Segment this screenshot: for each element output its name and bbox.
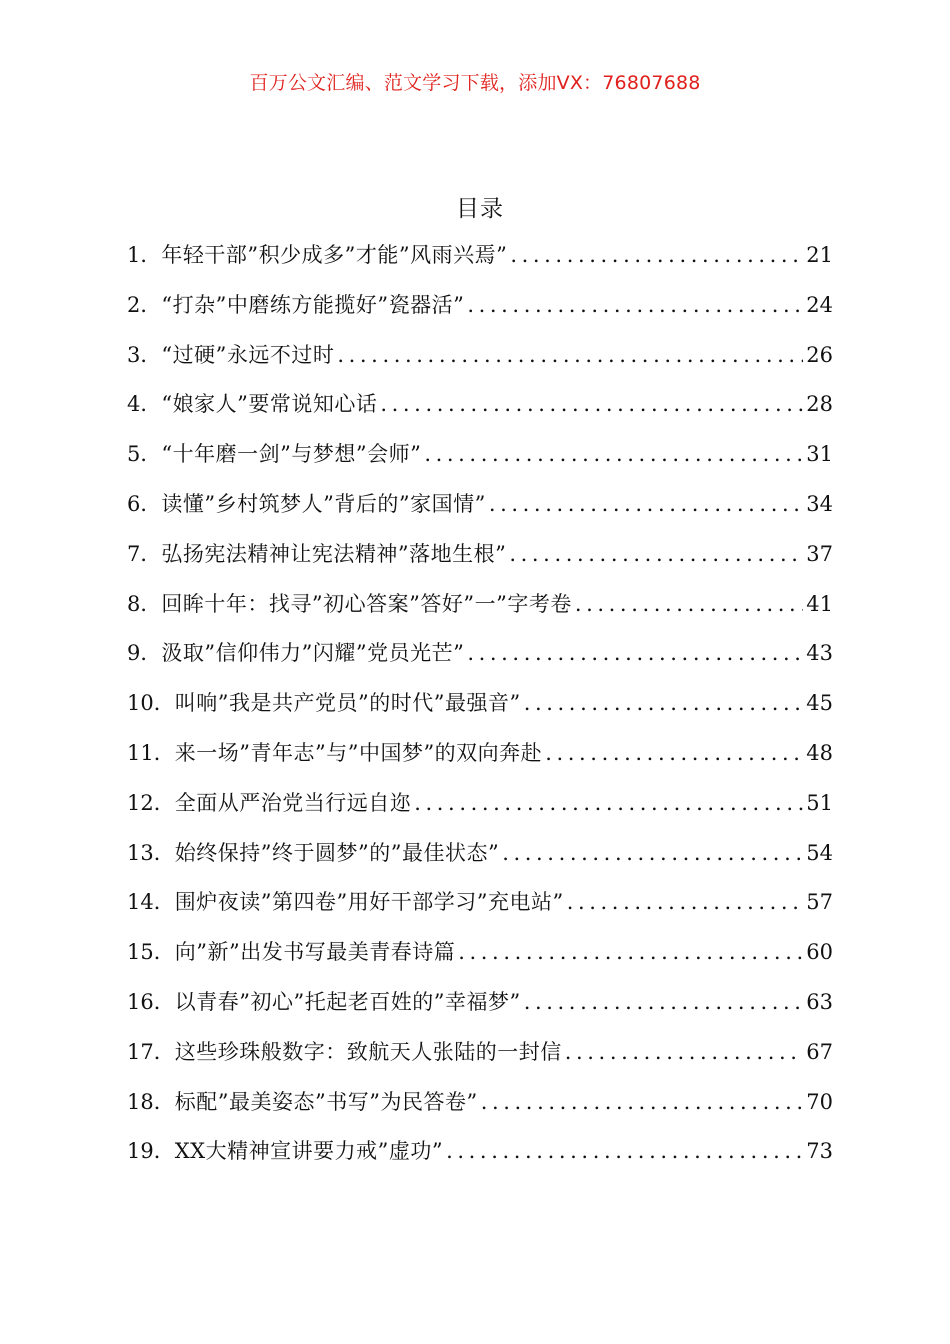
toc-entry-title: 全面从严治党当行远自迩	[174, 790, 412, 815]
toc-entry-title: 围炉夜读”第四卷”用好干部学习”充电站”	[174, 890, 564, 915]
toc-dot-leader	[414, 779, 803, 829]
toc-entry[interactable]	[127, 430, 833, 480]
toc-entry[interactable]	[127, 729, 833, 779]
toc-entry[interactable]	[127, 878, 833, 928]
toc-entry-number: 16．	[127, 989, 175, 1014]
toc-dot-leader	[565, 1028, 804, 1078]
toc-entry-page-number: 21	[806, 243, 833, 267]
toc-entry[interactable]	[127, 928, 833, 978]
toc-dot-leader	[524, 978, 804, 1028]
toc-entry[interactable]	[127, 281, 833, 331]
toc-entry-number: 11．	[127, 740, 175, 765]
toc-entry-page-number: 67	[806, 1039, 833, 1064]
toc-dot-leader	[489, 480, 803, 530]
toc-entry-page-number: 26	[806, 342, 833, 367]
toc-entry-number: 15．	[127, 940, 175, 965]
toc-entry[interactable]	[127, 1078, 833, 1128]
toc-entry-number: 19．	[127, 1139, 175, 1164]
toc-entry-page-number: 60	[806, 940, 833, 965]
toc-dot-leader	[337, 331, 803, 381]
toc-entry-number: 10．	[127, 691, 175, 716]
toc-dot-leader	[446, 1127, 803, 1177]
toc-dot-leader	[510, 231, 803, 281]
toc-entry-page-number: 45	[806, 691, 833, 716]
toc-entry-number: 14．	[127, 890, 175, 915]
toc-entry[interactable]	[127, 978, 833, 1028]
toc-entry-page-number: 57	[806, 890, 833, 915]
toc-entry-title: 向”新”出发书写最美青春诗篇	[174, 940, 456, 965]
toc-entry-title: 这些珍珠般数字：致航天人张陆的一封信	[174, 1039, 562, 1064]
toc-entry-number: 17．	[127, 1039, 175, 1064]
toc-entry-page-number: 24	[806, 292, 833, 317]
toc-entry-title: 以青春”初心”托起老百姓的”幸福梦”	[174, 989, 521, 1014]
toc-entry-title: 标配”最美姿态”书写”为民答卷”	[174, 1089, 478, 1114]
toc-entry-title: “打杂”中磨练方能揽好”瓷器活”	[161, 292, 465, 317]
toc-dot-leader	[467, 281, 803, 331]
toc-entry-page-number: 63	[806, 989, 833, 1014]
toc-entry-number: 12．	[127, 790, 175, 815]
toc-entry-title: “娘家人”要常说知心话	[161, 392, 378, 417]
toc-entry-page-number: 48	[806, 740, 833, 765]
toc-entry-page-number: 37	[806, 541, 833, 566]
toc-entry[interactable]	[127, 380, 833, 430]
toc-entry[interactable]	[127, 580, 833, 630]
toc-entry[interactable]	[127, 480, 833, 530]
toc-dot-leader	[380, 380, 803, 430]
toc-entry-title: “十年磨一剑”与梦想”会师”	[161, 442, 422, 467]
toc-entry-number: 1．	[127, 243, 162, 267]
toc-entry-title: 弘扬宪法精神让宪法精神”落地生根”	[161, 541, 507, 566]
toc-entry-number: 3．	[127, 342, 162, 367]
toc-dot-leader	[545, 729, 803, 779]
toc-entry-title: 始终保持”终于圆梦”的”最佳状态”	[174, 840, 500, 865]
toc-entry[interactable]	[127, 829, 833, 879]
toc-entry-title: 汲取”信仰伟力”闪耀”党员光芒”	[161, 641, 465, 666]
toc-entry-number: 7．	[127, 541, 162, 566]
toc-entry-number: 6．	[127, 491, 162, 516]
toc-entry[interactable]	[127, 1028, 833, 1078]
toc-title: 目录	[456, 196, 504, 222]
toc-entry-title: 叫响”我是共产党员”的时代”最强音”	[174, 691, 521, 716]
toc-entry-title: 回眸十年：找寻”初心答案”答好”一”字考卷	[161, 591, 572, 616]
toc-entry-page-number: 28	[806, 392, 833, 417]
toc-entry-title: XX大精神宣讲要力戒”虚功”	[174, 1139, 444, 1164]
toc-entry[interactable]	[127, 331, 833, 381]
toc-dot-leader	[509, 530, 803, 580]
toc-entry-page-number: 41	[806, 591, 833, 616]
toc-entry-page-number: 51	[806, 790, 833, 815]
toc-dot-leader	[502, 829, 803, 879]
toc-dot-leader	[524, 679, 804, 729]
toc-dot-leader	[458, 928, 803, 978]
toc-entry-number: 5．	[127, 442, 162, 467]
toc-entry-title: 年轻干部”积少成多”才能”风雨兴焉”	[161, 243, 508, 267]
header-watermark-text: 百万公文汇编、范文学习下载，添加VX：76807688	[249, 72, 701, 94]
toc-entry-title: “过硬”永远不过时	[161, 342, 335, 367]
toc-dot-leader	[467, 629, 803, 679]
toc-entry-page-number: 73	[806, 1139, 833, 1164]
toc-entry-number: 18．	[127, 1089, 175, 1114]
toc-dot-leader	[567, 878, 804, 928]
toc-dot-leader	[575, 580, 803, 630]
toc-entry-title: 读懂”乡村筑梦人”背后的”家国情”	[161, 491, 486, 516]
toc-entry-page-number: 43	[806, 641, 833, 666]
toc-entry[interactable]	[127, 679, 833, 729]
toc-entry-title: 来一场”青年志”与”中国梦”的双向奔赴	[174, 740, 543, 765]
toc-list	[127, 231, 833, 1177]
toc-entry-number: 4．	[127, 392, 162, 417]
toc-entry[interactable]	[127, 629, 833, 679]
toc-dot-leader	[424, 430, 803, 480]
toc-entry-page-number: 70	[806, 1089, 833, 1114]
toc-entry-number: 2．	[127, 292, 162, 317]
toc-entry-number: 9．	[127, 641, 162, 666]
toc-entry-page-number: 54	[806, 840, 833, 865]
toc-entry-page-number: 31	[806, 442, 833, 467]
toc-entry[interactable]	[127, 779, 833, 829]
toc-entry[interactable]	[127, 1127, 833, 1177]
toc-entry[interactable]	[127, 530, 833, 580]
toc-entry-page-number: 34	[806, 491, 833, 516]
toc-entry[interactable]	[127, 231, 833, 281]
toc-entry-number: 8．	[127, 591, 162, 616]
toc-entry-number: 13．	[127, 840, 175, 865]
toc-dot-leader	[481, 1078, 804, 1128]
